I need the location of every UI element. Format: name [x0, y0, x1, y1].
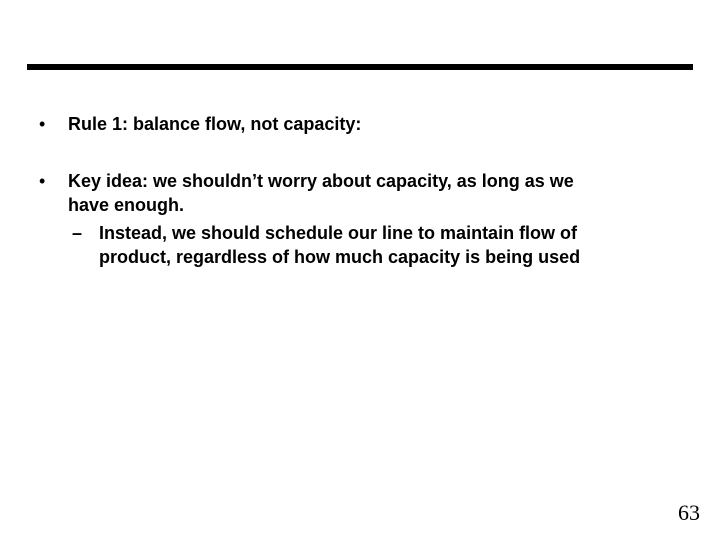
bullet-text-line-2: have enough.	[68, 195, 185, 215]
sub-bullet-marker: –	[72, 223, 83, 243]
bullet-text: Rule 1: balance flow, not capacity:	[68, 114, 362, 134]
sub-bullet-text-line-1: Instead, we should schedule our line to maintain flow of	[99, 223, 578, 243]
page-number: 63	[678, 500, 700, 525]
bullet-marker: •	[39, 114, 46, 134]
bullet-marker: •	[39, 171, 46, 191]
sub-bullet-text-line-2: product, regardless of how much capacity is being used	[99, 247, 581, 267]
bullet-text-line-1: Key idea: we shouldn’t worry about capacity, as long as we	[68, 171, 574, 191]
